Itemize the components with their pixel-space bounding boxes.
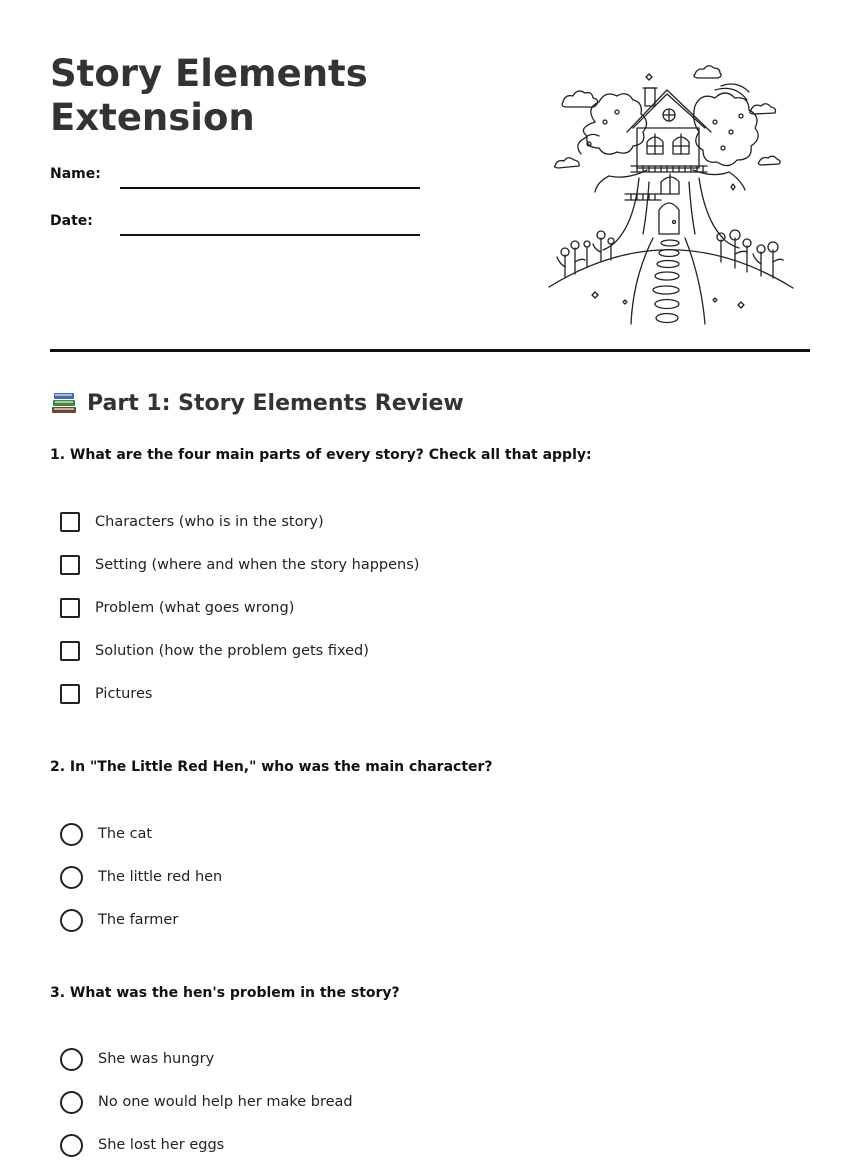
q3-option-no-help[interactable] xyxy=(60,1089,353,1115)
q1-option-problem[interactable] xyxy=(60,595,294,621)
option-label: She lost her eggs xyxy=(98,1137,225,1153)
date-label: Date: xyxy=(50,213,93,229)
q3-option-hungry[interactable] xyxy=(60,1046,214,1072)
radio-button[interactable] xyxy=(60,823,83,846)
option-label: The farmer xyxy=(98,912,179,928)
option-label: Problem (what goes wrong) xyxy=(95,600,295,616)
q2-option-farmer[interactable] xyxy=(60,907,178,933)
radio-button[interactable] xyxy=(60,1134,83,1157)
option-label: The cat xyxy=(98,826,153,842)
q1-option-solution[interactable] xyxy=(60,638,369,664)
option-label: The little red hen xyxy=(98,869,223,885)
date-field[interactable] xyxy=(120,234,420,236)
checkbox[interactable] xyxy=(60,641,80,661)
question-3: 3. What was the hen's problem in the story? xyxy=(50,985,400,1001)
q1-option-setting[interactable] xyxy=(60,552,419,578)
option-label: She was hungry xyxy=(98,1051,215,1067)
checkbox[interactable] xyxy=(60,684,80,704)
checkbox[interactable] xyxy=(60,598,80,618)
checkbox[interactable] xyxy=(60,555,80,575)
option-label: Characters (who is in the story) xyxy=(95,514,324,530)
option-label: Pictures xyxy=(95,686,153,702)
section-heading xyxy=(50,390,464,416)
name-field[interactable] xyxy=(120,187,420,189)
q1-option-pictures[interactable] xyxy=(60,681,152,707)
treehouse-illustration xyxy=(545,62,795,327)
q1-option-characters[interactable] xyxy=(60,509,324,535)
radio-button[interactable] xyxy=(60,909,83,932)
option-label: No one would help her make bread xyxy=(98,1094,353,1110)
header-divider xyxy=(50,349,810,352)
q2-option-hen[interactable] xyxy=(60,864,222,890)
radio-button[interactable] xyxy=(60,1048,83,1071)
checkbox[interactable] xyxy=(60,512,80,532)
radio-button[interactable] xyxy=(60,1091,83,1114)
name-label: Name: xyxy=(50,166,101,182)
q2-option-cat[interactable] xyxy=(60,821,152,847)
option-label: Solution (how the problem gets fixed) xyxy=(95,643,369,659)
q3-option-lost-eggs[interactable] xyxy=(60,1132,224,1158)
question-1: 1. What are the four main parts of every story? Check all that apply: xyxy=(50,447,592,463)
option-label: Setting (where and when the story happens) xyxy=(95,557,420,573)
section-title: Part 1: Story Elements Review xyxy=(87,390,464,416)
radio-button[interactable] xyxy=(60,866,83,889)
books-icon xyxy=(50,390,78,416)
page-title: Story Elements Extension xyxy=(50,52,368,139)
question-2: 2. In "The Little Red Hen," who was the main character? xyxy=(50,759,493,775)
